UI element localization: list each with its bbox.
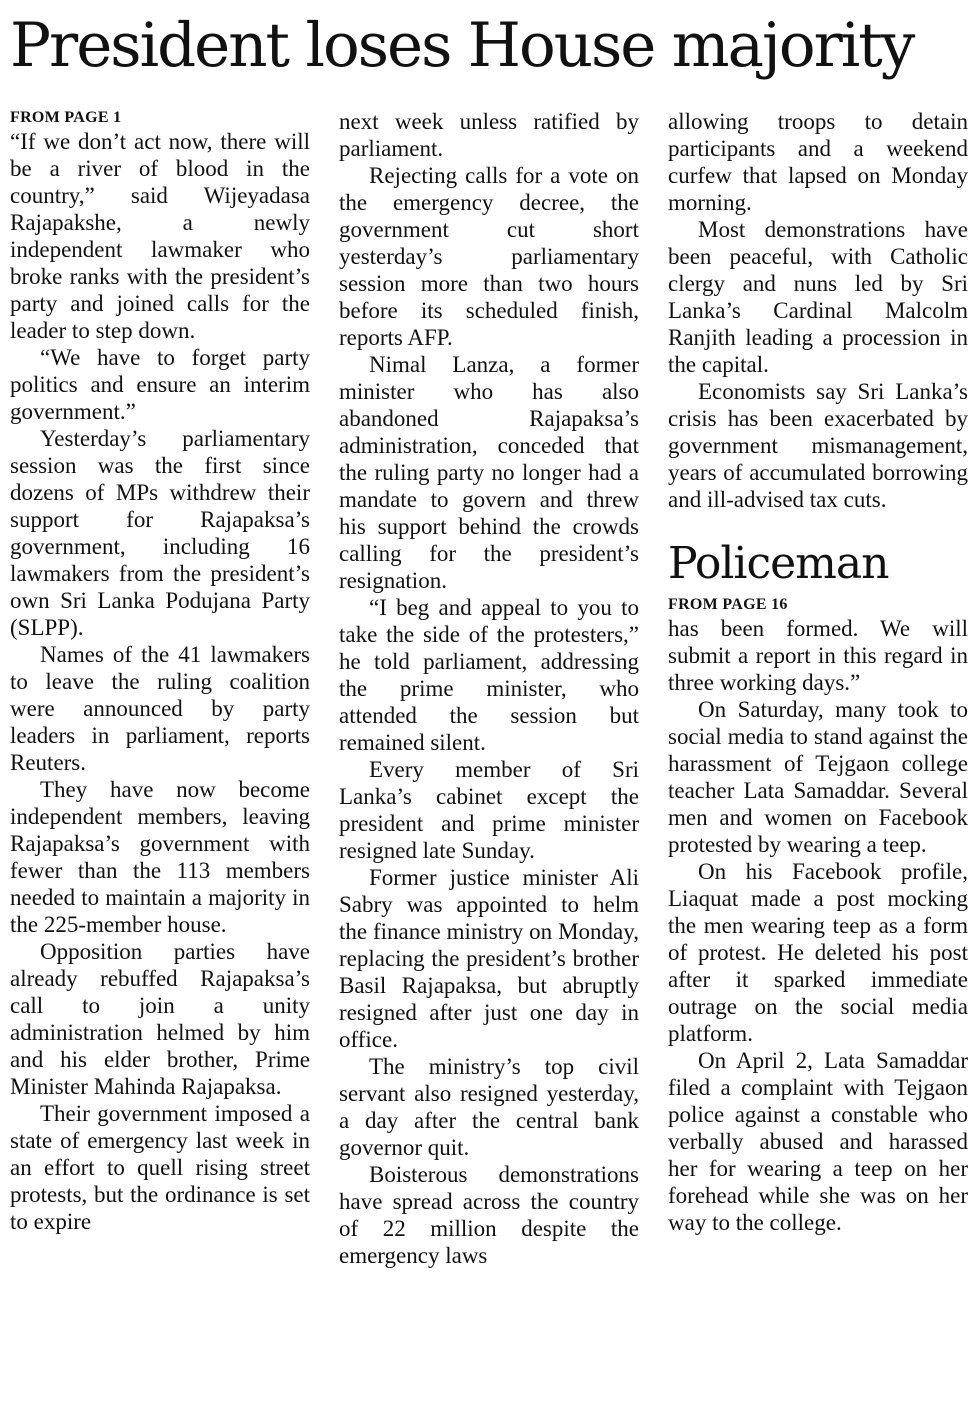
paragraph: Yesterday’s parliamentary session was the first since dozens of MPs withdrew their support for Rajapaksa’s government, including 16 lawmakers from the president’s own Sri Lanka Podujana Party (SLPP). <box>10 426 310 640</box>
story-headline: Policeman <box>668 538 889 589</box>
paragraph: “We have to forget party politics and ensure an interim government.” <box>10 345 310 424</box>
paragraph: Nimal Lanza, a former minister who has also abandoned Rajapaksa’s administration, conceded that the ruling party no longer had a mandate to govern and threw his support behind the crowds calling for the president’s resignation. <box>339 352 639 593</box>
paragraph: On Saturday, many took to social media to stand against the harassment of Tejgaon college teacher Lata Samaddar. Several men and women on Facebook protested by wearing a teep. <box>668 697 968 857</box>
paragraph: “I beg and appeal to you to take the side of the protesters,” he told parliament, addressing the prime minister, who attended the session but remained silent. <box>339 595 639 755</box>
article-column-1 <box>10 108 310 1235</box>
paragraph: On April 2, Lata Samaddar filed a complaint with Tejgaon police against a constable who verbally abused and harassed her for wearing a teep on her forehead while she was on her way to the college. <box>668 1048 968 1235</box>
paragraph: has been formed. We will submit a report in this regard in three working days.” <box>668 616 968 695</box>
headline: President loses House majority <box>10 10 914 81</box>
paragraph: next week unless ratified by parliament. <box>339 109 639 161</box>
paragraph: Opposition parties have already rebuffed Rajapaksa’s call to join a unity administration helmed by him and his elder brother, Prime Minister Mahinda Rajapaksa. <box>10 939 310 1099</box>
dateline: FROM PAGE 16 <box>668 596 788 613</box>
paragraph: Most demonstrations have been peaceful, with Catholic clergy and nuns led by Sri Lanka’s Cardinal Malcolm Ranjith leading a procession in the capital. <box>668 217 968 377</box>
paragraph: Economists say Sri Lanka’s crisis has been exacerbated by government mismanagement, years of accumulated borrowing and ill-advised tax cuts. <box>668 379 968 512</box>
paragraph: Rejecting calls for a vote on the emergency decree, the government cut short yesterday’s parliamentary session more than two hours before its scheduled finish, reports AFP. <box>339 163 639 350</box>
paragraph: “If we don’t act now, there will be a river of blood in the country,” said Wijeyadasa Rajapakshe, a newly independent lawmaker who broke ranks with the president’s party and joined calls for the leader to step down. <box>10 129 310 343</box>
paragraph: Former justice minister Ali Sabry was appointed to helm the finance ministry on Monday, replacing the president’s brother Basil Rajapaksa, but abruptly resigned after just one day in office. <box>339 865 639 1052</box>
dateline: FROM PAGE 1 <box>10 109 122 126</box>
paragraph: On his Facebook profile, Liaquat made a post mocking the men wearing teep as a form of protest. He deleted his post after it sparked immediate outrage on the social media platform. <box>668 859 968 1046</box>
paragraph: They have now become independent members, leaving Rajapaksa’s government with fewer than the 113 members needed to maintain a majority in the 225-member house. <box>10 777 310 937</box>
article-column-2 <box>339 108 639 1269</box>
paragraph: allowing troops to detain participants and a weekend curfew that lapsed on Monday morning. <box>668 109 968 215</box>
paragraph: The ministry’s top civil servant also resigned yesterday, a day after the central bank governor quit. <box>339 1054 639 1160</box>
paragraph: Boisterous demonstrations have spread across the country of 22 million despite the emergency laws <box>339 1162 639 1268</box>
article-column-3 <box>668 108 968 1236</box>
paragraph: Their government imposed a state of emergency last week in an effort to quell rising street protests, but the ordinance is set to expire <box>10 1101 310 1234</box>
paragraph: Every member of Sri Lanka’s cabinet except the president and prime minister resigned late Sunday. <box>339 757 639 863</box>
paragraph: Names of the 41 lawmakers to leave the ruling coalition were announced by party leaders in parliament, reports Reuters. <box>10 642 310 775</box>
